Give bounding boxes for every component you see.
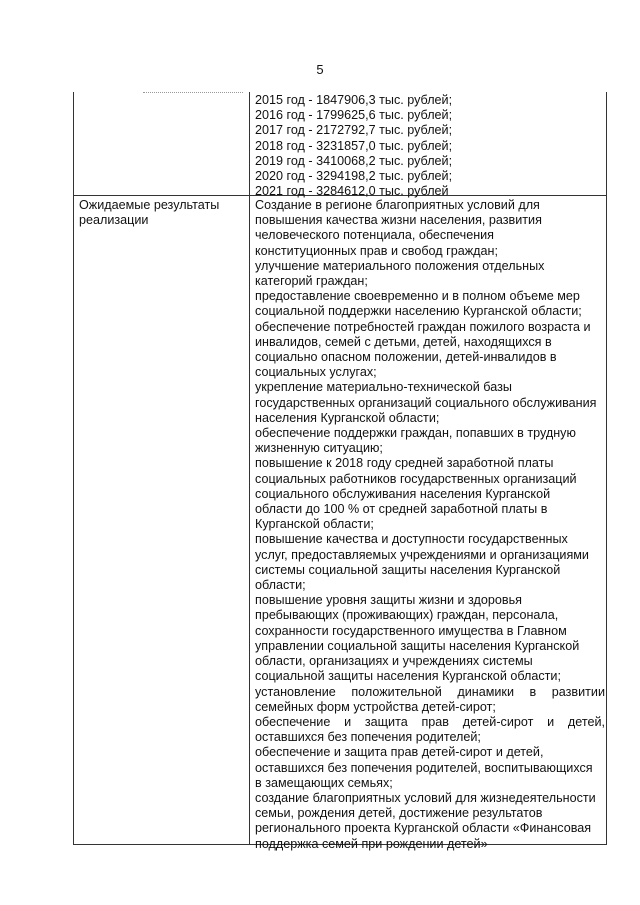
result-line: семейных форм устройства детей-сирот; <box>255 699 496 714</box>
result-line: инвалидов, семей с детьми, детей, находящихся в <box>255 334 552 349</box>
result-line: в замещающих семьях; <box>255 775 393 790</box>
result-line: социальных работников государственных организаций <box>255 471 577 486</box>
result-line: поддержка семей при рождении детей» <box>255 836 488 851</box>
result-line: социального обслуживания населения Курганской <box>255 486 551 501</box>
result-line: области; <box>255 578 306 593</box>
result-line: обеспечение поддержки граждан, попавших в трудную <box>255 426 576 441</box>
result-line: повышение уровня защиты жизни и здоровья <box>255 593 522 608</box>
page-number: 5 <box>316 62 324 77</box>
result-line: услуг, предоставляемых учреждениями и организациями <box>255 547 589 562</box>
funding-cell <box>255 93 605 199</box>
result-line: предоставление своевременно и в полном объеме мер <box>255 289 580 304</box>
result-line: конституционных прав и свобод граждан; <box>255 243 498 258</box>
result-line: социальных услугах; <box>255 365 377 380</box>
funding-line: 2017 год - 2172792,7 тыс. рублей; <box>255 123 453 138</box>
result-line: семьи, рождения детей, достижение результатов <box>255 806 543 821</box>
result-line: пребывающих (проживающих) граждан, персонала, <box>255 608 559 623</box>
result-line: регионального проекта Курганской области «Финансовая <box>255 821 592 836</box>
result-line: создание благоприятных условий для жизнедеятельности <box>255 790 596 805</box>
result-line: области до 100 % от средней заработной платы в <box>255 502 548 517</box>
table-column-divider <box>249 92 250 845</box>
table-left-border <box>73 92 74 845</box>
result-line: обеспечение и защита прав детей-сирот и детей, <box>255 745 544 760</box>
result-line: Создание в регионе благоприятных условий для <box>255 198 540 212</box>
result-line: области, организациях и учреждениях системы <box>255 654 533 669</box>
result-line: социально опасном положении, детей-инвалидов в <box>255 350 557 365</box>
result-line: управлении социальной защиты населения Курганской <box>255 638 580 653</box>
funding-line: 2020 год - 3294198,2 тыс. рублей; <box>255 169 453 184</box>
result-line: человеческого потенциала, обеспечения <box>255 228 495 243</box>
result-line: сохранности государственного имущества в Главном <box>255 623 567 638</box>
result-line: социальной поддержки населению Курганской области; <box>255 304 582 319</box>
passport-table <box>73 92 607 851</box>
result-line: оставшихся без попечения родителей; <box>255 730 481 745</box>
funding-line: 2016 год - 1799625,6 тыс. рублей; <box>255 108 453 123</box>
funding-line: 2021 год - 3284612,0 тыс. рублей <box>255 184 449 199</box>
result-line: системы социальной защиты населения Курганской <box>255 562 561 577</box>
result-line: населения Курганской области; <box>255 410 440 425</box>
result-line: Курганской области; <box>255 517 374 532</box>
table-right-border <box>606 92 607 845</box>
result-line: установление положительной динамики в развитии <box>255 684 605 699</box>
result-line: обеспечение потребностей граждан пожилого возраста и <box>255 319 591 334</box>
result-line: социальной защиты населения Курганской области; <box>255 669 561 684</box>
result-line: категорий граждан; <box>255 274 368 289</box>
results-label-cell <box>79 198 249 228</box>
results-label-line: Ожидаемые результаты <box>79 198 220 212</box>
result-line: обеспечение и защита прав детей-сирот и детей, <box>255 714 605 729</box>
result-line: повышения качества жизни населения, развития <box>255 213 542 228</box>
funding-line: 2019 год - 3410068,2 тыс. рублей; <box>255 153 453 168</box>
result-line: улучшение материального положения отдельных <box>255 258 545 273</box>
results-content-cell <box>255 198 605 852</box>
result-line: государственных организаций социального обслуживания <box>255 395 597 410</box>
funding-line: 2018 год - 3231857,0 тыс. рублей; <box>255 138 453 153</box>
results-label-line: реализации <box>79 213 149 228</box>
result-line: повышение к 2018 году средней заработной платы <box>255 456 554 471</box>
result-line: оставшихся без попечения родителей, воспитывающихся <box>255 760 593 775</box>
result-line: повышение качества и доступности государственных <box>255 532 568 547</box>
result-line: укрепление материально-технической базы <box>255 380 512 395</box>
scan-artifact <box>143 92 243 95</box>
funding-line: 2015 год - 1847906,3 тыс. рублей; <box>255 93 453 107</box>
result-line: жизненную ситуацию; <box>255 441 383 456</box>
